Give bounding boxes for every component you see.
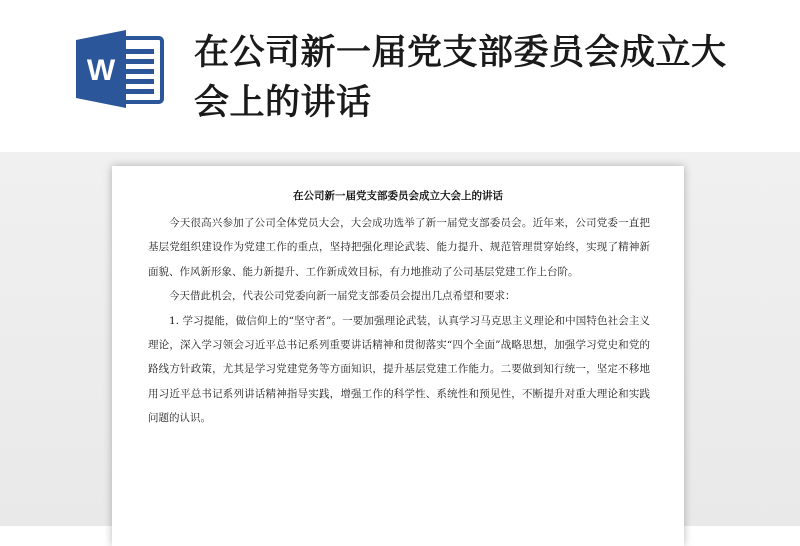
paragraph: 今天借此机会，代表公司党委向新一届党支部委员会提出几点希望和要求： — [169, 290, 516, 303]
header-banner — [0, 0, 800, 152]
document-title: 在公司新一届党支部委员会成立大会上的讲话 — [194, 33, 727, 123]
paragraph: 今天很高兴参加了公司全体党员大会，大会成功选举了新一届党支部委员会。近年来，公司党委一直把基层党组织建设作为党建工作的重点，坚持把强化理论武装、能力提升、规范管理贯穿始终，实现了精神新面貌、作风新形象、能力新提升、工作新成效目标，有力地推动了公司基层党建工作上台阶。 — [148, 217, 650, 278]
page-heading: 在公司新一届党支部委员会成立大会上的讲话 — [293, 190, 503, 202]
word-icon — [76, 30, 164, 108]
word-icon-letter: W — [86, 54, 116, 87]
document-page — [112, 166, 684, 546]
paragraph: 1. 学习提能，做信仰上的“坚守者”。一要加强理论武装，认真学习马克思主义理论和中国特色社会主义理论，深入学习领会习近平总书记系列重要讲话精神和贯彻落实“四个全面”战略思想，加强学习党史和党的路线方针政策，尤其是学习党建党务等方面知识，提升基层党建工作能力。二要做到知行统一，坚定不移地用习近平总书记系列讲话精神指导实践，增强工作的科学性、系统性和预见性，不断提升对重大理论和实践问题的认识。 — [148, 314, 650, 425]
document-body — [148, 211, 650, 431]
